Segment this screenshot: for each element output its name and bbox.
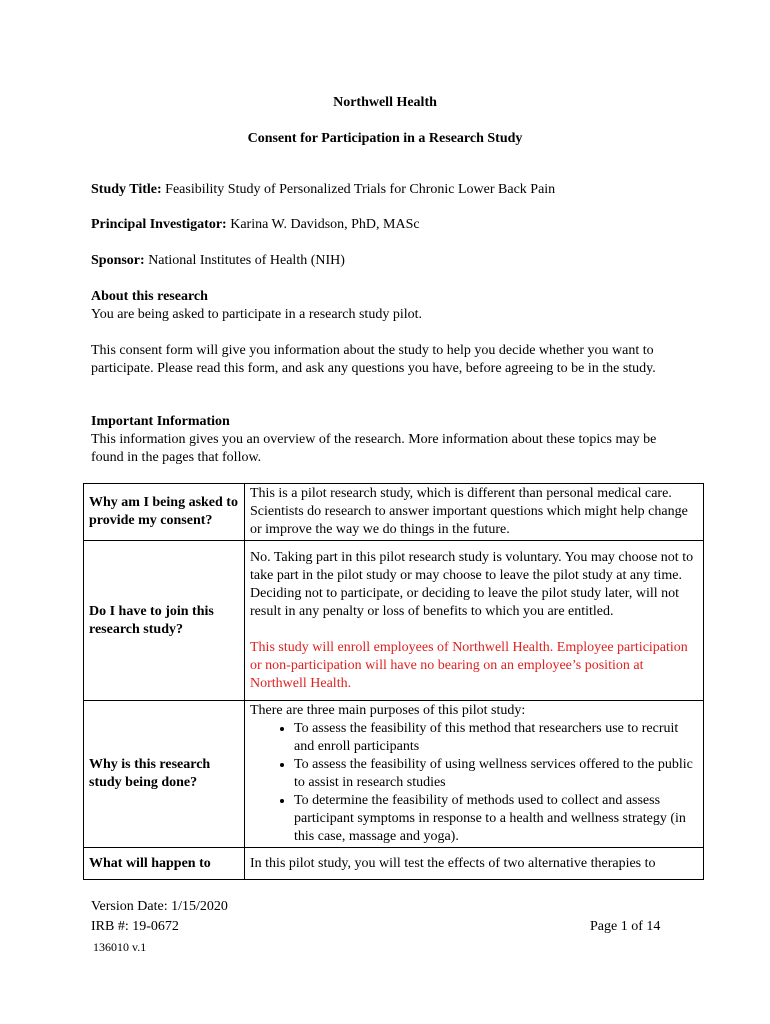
answer-text: No. Taking part in this pilot research study is voluntary. You may choose not to take part in the pilot study or may choose to leave the pilot study at any time. Deciding not to participate, or deciding to leave the pilot study later, will not result in any penalty or loss of benefits to which you are entitled. <box>250 549 694 619</box>
version-date: Version Date: 1/15/2020 <box>91 899 228 914</box>
consent-paragraph: This consent form will give you information about the study to help you decide whether you want to participate. Please read this form, and ask any questions you have, before agreeing to be in the study. <box>91 343 656 376</box>
row-question: What will happen to <box>84 848 245 880</box>
sponsor-label: Sponsor: <box>91 253 145 268</box>
study-title <box>91 181 691 199</box>
principal-investigator <box>91 216 691 234</box>
row-answer: In this pilot study, you will test the effects of two alternative therapies to <box>245 848 704 880</box>
sponsor-value: National Institutes of Health (NIH) <box>148 253 345 268</box>
list-item: • To determine the feasibility of methods used to collect and assess participant symptoms in response to a health and wellness strategy (in this case, massage and yoga). <box>294 792 698 846</box>
row-question: Do I have to join this research study? <box>84 541 245 701</box>
row-answer <box>245 701 704 848</box>
employee-notice: This study will enroll employees of Northwell Health. Employee participation or non-participation will have no bearing on an employee’s position at Northwell Health. <box>250 639 688 691</box>
sponsor <box>91 252 691 270</box>
org-name: Northwell Health <box>333 95 437 110</box>
list-item: • To assess the feasibility of using wellness services offered to the public to assist in research studies <box>294 756 698 792</box>
important-heading: Important Information <box>91 414 230 429</box>
about-text: You are being asked to participate in a research study pilot. <box>91 307 422 322</box>
purposes-list <box>250 720 698 846</box>
row-question: Why is this research study being done? <box>84 701 245 848</box>
pi-label: Principal Investigator: <box>91 217 227 232</box>
row-question: Why am I being asked to provide my consent? <box>84 484 245 541</box>
table-row <box>84 484 704 541</box>
study-title-label: Study Title: <box>91 182 162 197</box>
important-text: This information gives you an overview of the research. More information about these topics may be found in the pages that follow. <box>91 432 657 465</box>
row-answer: This is a pilot research study, which is different than personal medical care. Scientists do research to answer important questions which might help change or improve the way we do things in the future. <box>245 484 704 541</box>
list-item: • To assess the feasibility of this method that researchers use to recruit and enroll participants <box>294 720 698 756</box>
row-answer <box>245 541 704 701</box>
irb-number: IRB #: 19-0672 <box>91 919 179 934</box>
form-code: 136010 v.1 <box>93 940 147 954</box>
table-row <box>84 701 704 848</box>
study-title-value: Feasibility Study of Personalized Trials for Chronic Lower Back Pain <box>165 182 556 197</box>
overview-table <box>83 483 704 880</box>
page-number: Page 1 of 14 <box>590 919 661 934</box>
purposes-intro: There are three main purposes of this pilot study: <box>250 703 526 718</box>
pi-value: Karina W. Davidson, PhD, MASc <box>230 217 420 232</box>
document-title: Consent for Participation in a Research Study <box>247 131 523 146</box>
table-row <box>84 541 704 701</box>
about-heading: About this research <box>91 289 208 304</box>
table-row <box>84 848 704 880</box>
